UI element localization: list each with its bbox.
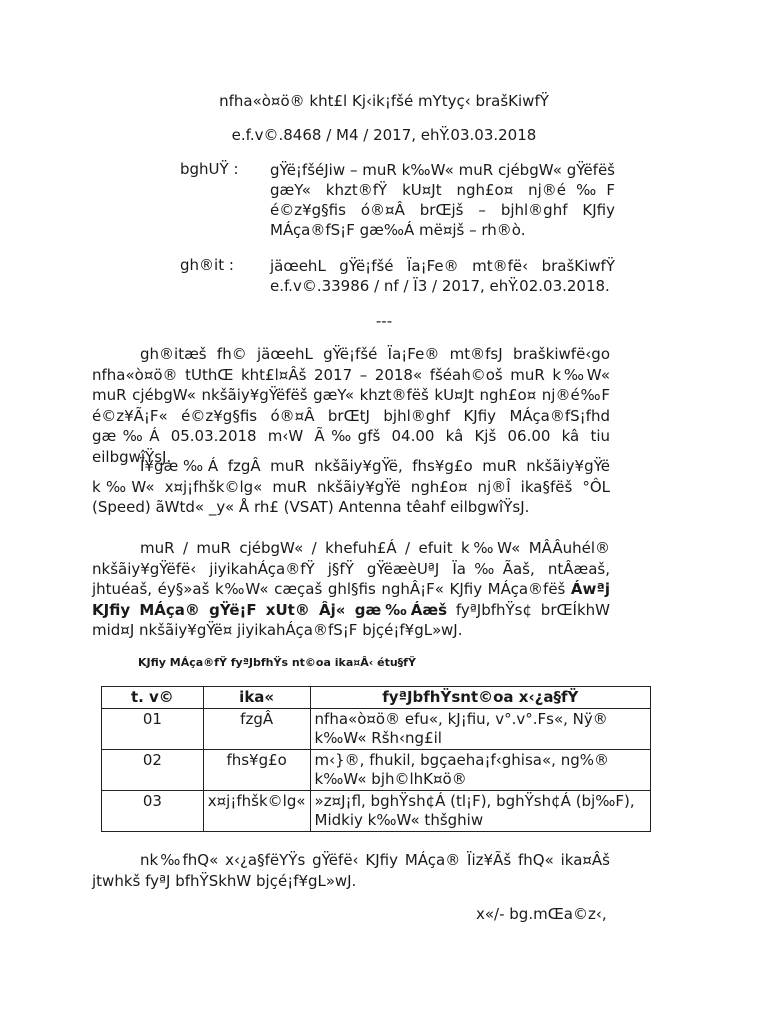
proceeding-number: e.f.v©.8468 / M4 / 2017, ehŸ.03.03.2018	[231, 126, 537, 144]
subject-label: bghUŸ :	[180, 160, 239, 178]
row-unions: »z¤J¡fl, bghŸsh¢Á (tl¡F), bghŸsh¢Á (bj‰F), Midkiy k‰W« thšghiw	[310, 791, 650, 832]
paragraph-2: Ï¥gæ‰Á fzgÂ muR nkšãiy¥gŸë, fhs¥g£o muR nkšãiy¥gŸë k‰W« x¤j¡fhšk©lg« muR nkšãiy¥gŸë ngh£o¤ nj®Î ika§fëš °ÔL (Speed) ãWtd« _y« Å rh£ (VSAT) Antenna têahf eilbgwîŸsJ.	[92, 457, 610, 516]
reference-label: gh®it :	[180, 256, 234, 274]
paragraph-3-text: muR / muR cjébgW« / khefuh£Á / efuit k‰W« MÂÂuhél® nkšãiy¥gŸëfë‹ jiyikahÁça®fŸ j§fŸ gŸëæèUªJ Ïa‰Ãaš, ntÂæaš, jhtuéaš, éy§»aš k‰W« cæçaš ghl§fis nghÂ¡F« KJfiy MÁça®fëš	[92, 539, 610, 598]
header-unions: fyªJbfhŸsnt©oa x‹¿a§fŸ	[310, 687, 650, 709]
table-row	[102, 709, 651, 750]
table-row	[102, 791, 651, 832]
paragraph-3	[92, 538, 610, 641]
paragraph-4: nk‰fhQ« x‹¿a§fëYŸs gŸëfë‹ KJfiy MÁça® Ïiz¥Ãš fhQ« ika¤Âš jtwhkš fyªJ bfhŸSkhW bjçé¡f¥gL»wJ.	[92, 851, 610, 890]
row-centre: fhs¥g£o	[203, 750, 310, 791]
table-title: KJfiy MÁça®fŸ fyªJbfhŸs nt©oa ika¤Â‹ étu§fŸ	[138, 656, 416, 669]
row-unions: nfha«ò¤ö® efu«, kJ¡fiu, v°.v°.Fs«, Nÿ® k‰W« Ršh‹ng£il	[310, 709, 650, 750]
header-centre: ika«	[203, 687, 310, 709]
subject-text: gŸë¡fšé‌Jiw – muR k‰W« muR cjébgW« gŸëfëš gæY« khzt®fŸ kU¤Jt ngh£o¤ nj®é‰F é©z¥g§fis ó®¤Â brŒjš – bjhl®ghf KJfiy MÁça®fS¡F gæ‰Á më¤jš – rh®ò.	[270, 161, 615, 239]
paragraph-3-tail: fyªJbfhŸs¢ brŒÍkhW mid¤J nkšãiy¥gŸë¤ jiyikahÁça®fS¡F bjçé¡f¥gL»wJ.	[92, 600, 610, 639]
row-centre: fzgÂ	[203, 709, 310, 750]
row-unions: m‹}®, fhukil, bgçaeha¡f‹ghisa«, ng%® k‰W« bjh©lhK¤ö®	[310, 750, 650, 791]
paragraph-1: gh®itæš fh© jäœehL gŸë¡fšé Ïa¡Fe® mt®fsJ braškiwfë‹go nfha«ò¤ö® tUthŒ kht£l¤Âš 2017 – 2018« fšéah©oš muR k‰W« muR cjébgW« nkšãiy¥gŸëfëš gæY« khzt®fëš kU¤Jt ngh£o¤ nj®é‰F é©z¥Ã¡F« é©z¥g§fis ó®¤Â brŒtJ bjhl®ghf KJfiy MÁça®fS¡fhd gæ‰Á 05.03.2018 m‹W Ã‰gfš 04.00 kâ Kjš 06.00 kâ tiu eilbgwîŸsJ.	[92, 345, 610, 466]
table-header-row	[102, 687, 651, 709]
separator: ---	[375, 312, 393, 330]
row-serial: 02	[102, 750, 204, 791]
office-header: nfha«ò¤ö® kht£l Kj‹ik¡fšé mYtyç‹ brašKiwfŸ	[219, 92, 549, 110]
signature-line: x«/- bg.mŒa©z‹,	[476, 905, 607, 923]
table-row	[102, 750, 651, 791]
row-serial: 01	[102, 709, 204, 750]
row-centre: x¤j¡fhšk©lg«	[203, 791, 310, 832]
centres-table	[101, 686, 651, 832]
reference-text: jäœehL gŸë¡fšé Ïa¡Fe® mt®fë‹ brašKiwfŸ e.f.v©.33986 / nf / Ï3 / 2017, ehŸ.02.03.2018.	[270, 257, 615, 295]
row-serial: 03	[102, 791, 204, 832]
paragraph-3-bold: Áwªj KJfiy MÁça® gŸë¡F xUt® Âj« gæ‰Áæš	[92, 580, 610, 619]
header-serial-number: t. v©	[102, 687, 204, 709]
